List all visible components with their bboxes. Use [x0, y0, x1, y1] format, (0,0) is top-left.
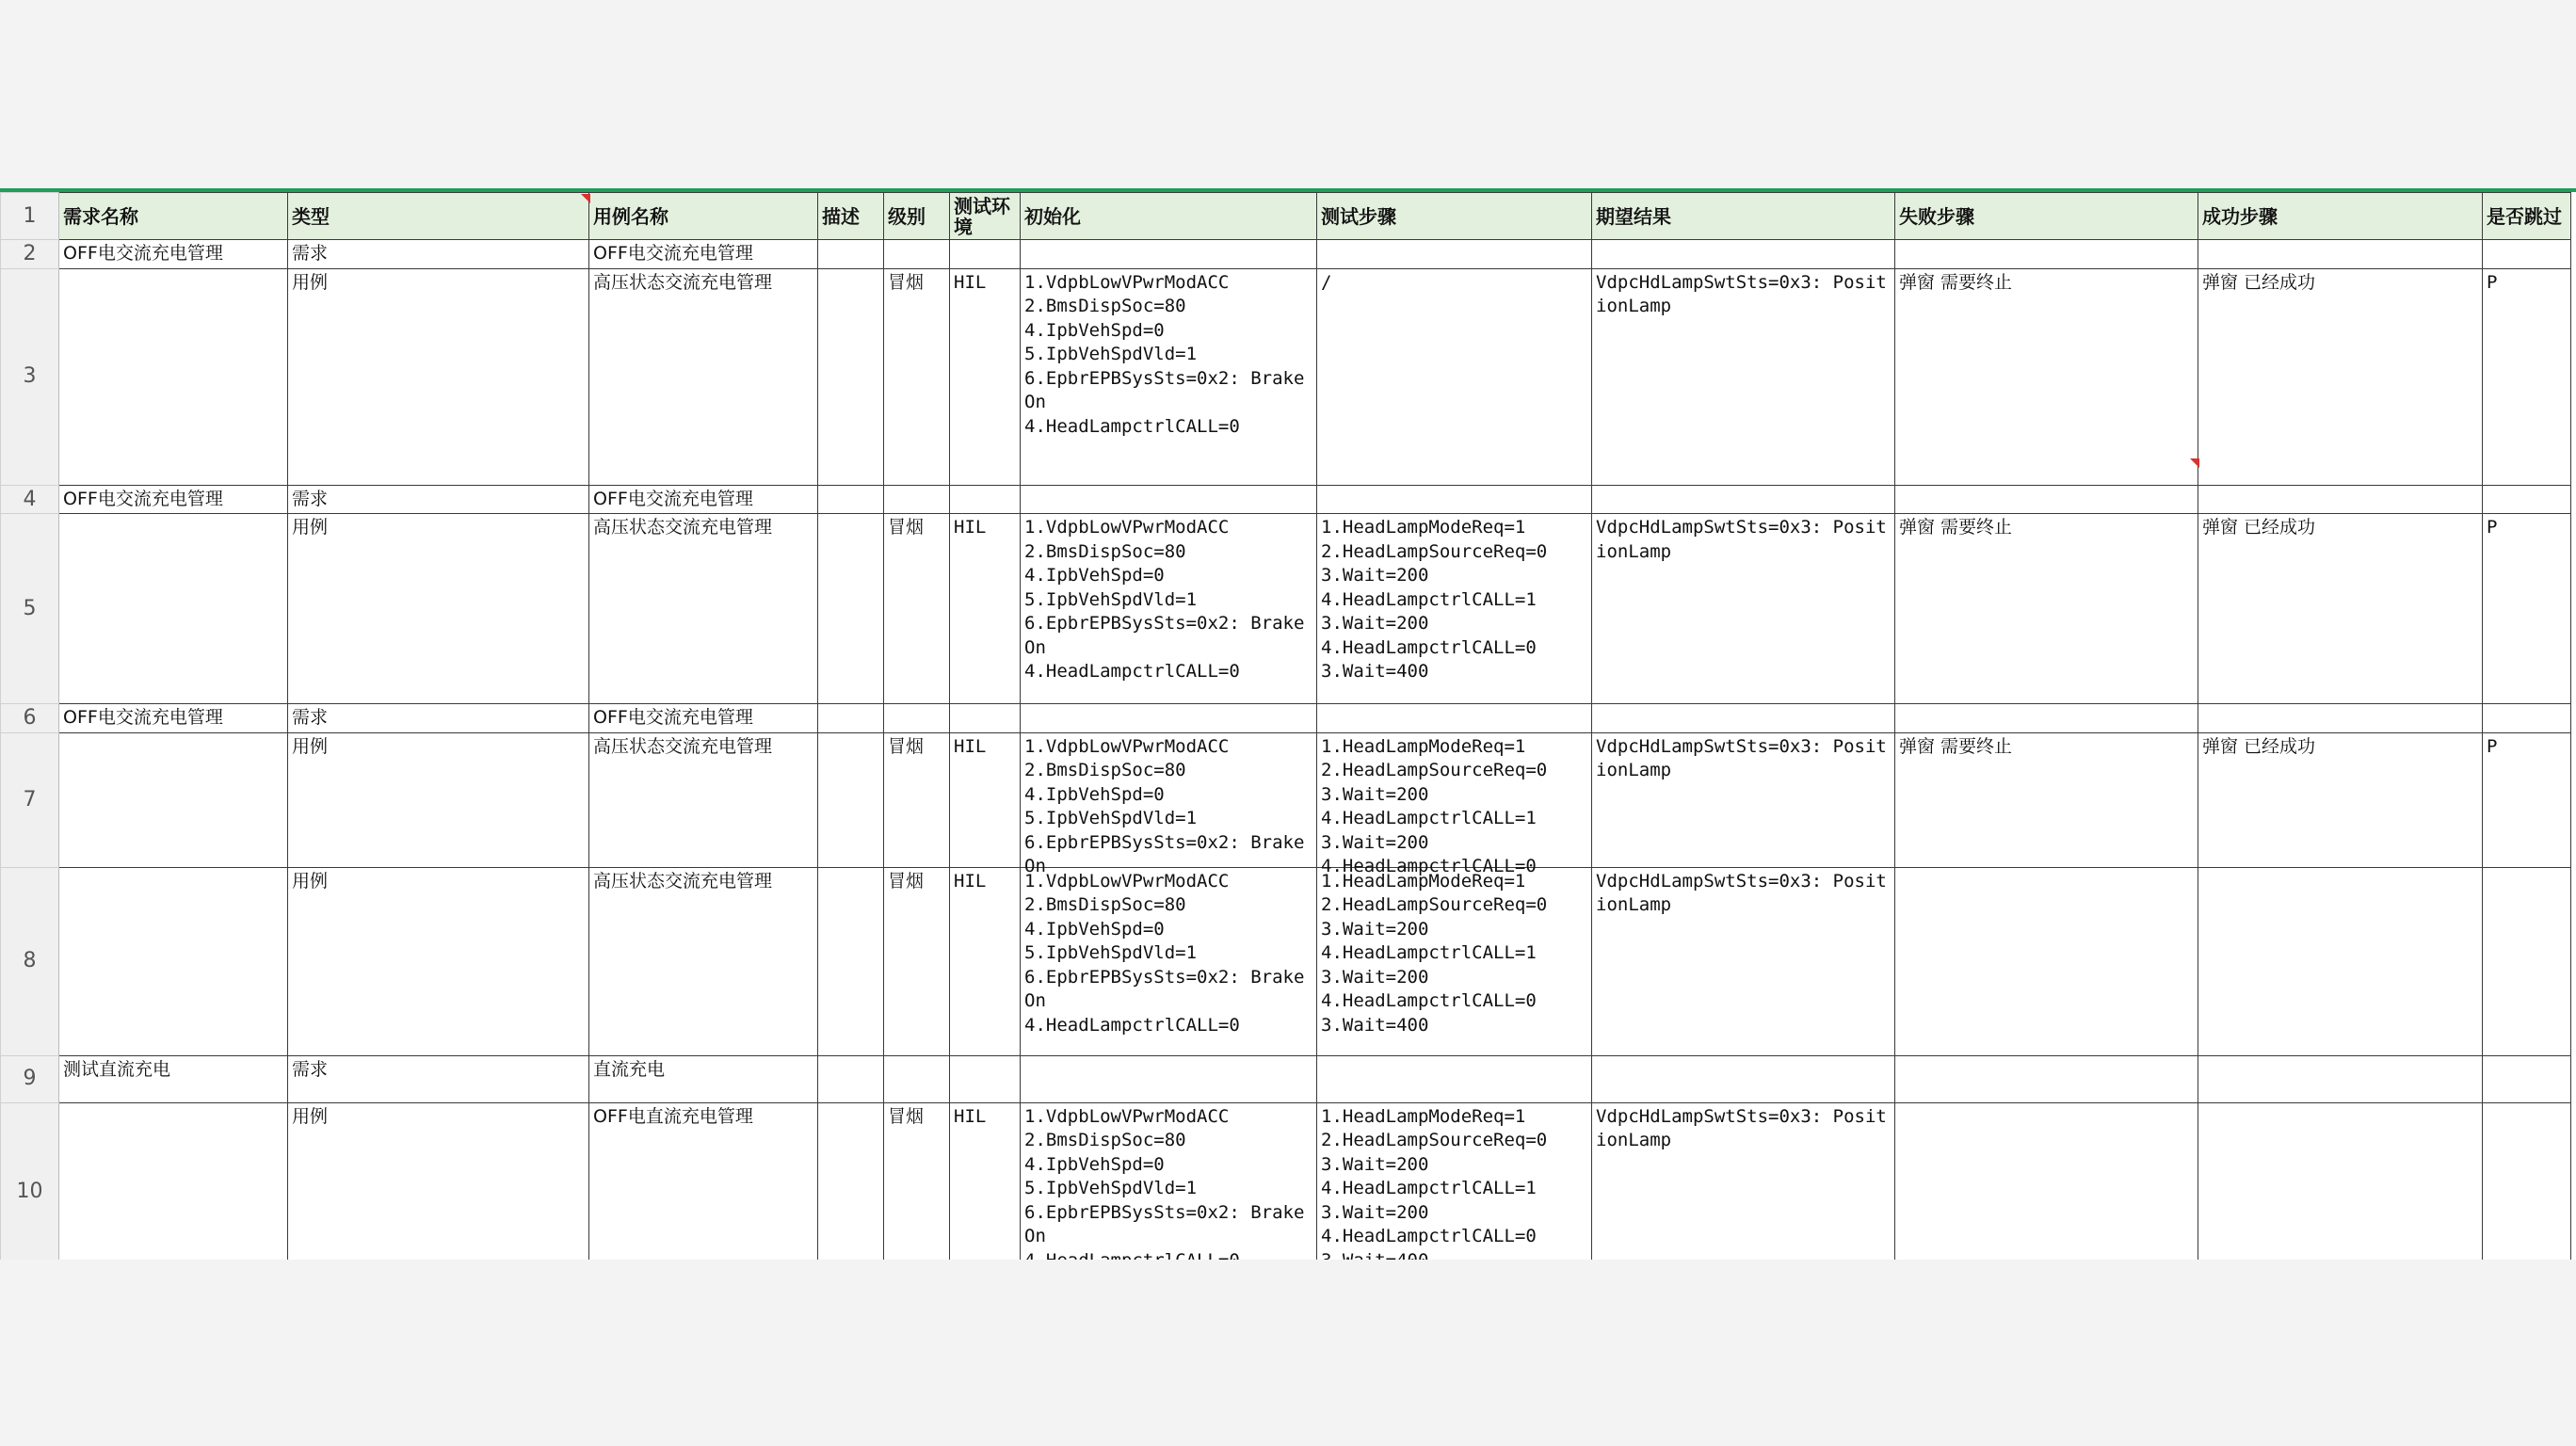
row-header[interactable]: 3 — [1, 268, 59, 485]
cell-text: HIL — [954, 1105, 987, 1127]
table-row — [1, 1102, 2571, 1280]
cell-steps[interactable] — [1317, 732, 1592, 876]
table-row — [1, 704, 2571, 733]
cell-text: OFF电交流充电管理 — [593, 243, 753, 264]
column-header[interactable]: 需求名称 — [59, 193, 288, 240]
column-header[interactable]: 用例名称 — [589, 193, 818, 240]
cell-type[interactable] — [288, 485, 589, 514]
cell-skip[interactable] — [2483, 1102, 2571, 1280]
cell-success[interactable] — [2198, 704, 2483, 733]
cell-req[interactable] — [59, 704, 288, 733]
row-header[interactable]: 1 — [1, 193, 59, 240]
cell-text: OFF电交流充电管理 — [63, 488, 223, 509]
cell-env[interactable] — [950, 732, 1021, 867]
cell-desc[interactable] — [818, 1055, 884, 1102]
cell-text: 冒烟 — [888, 1105, 925, 1127]
cell-steps[interactable] — [1317, 240, 1592, 269]
cell-expect[interactable] — [1592, 732, 1895, 867]
data-table — [0, 192, 2571, 1309]
column-header[interactable]: 测试环境 — [950, 193, 1021, 240]
cell-init[interactable] — [1021, 732, 1317, 876]
cell-text: VdpcHdLampSwtSts=0x3: PositionLamp — [1596, 271, 1887, 316]
cell-skip[interactable] — [2483, 732, 2571, 867]
cell-text: 用例 — [292, 517, 329, 538]
row-header[interactable]: 8 — [1, 867, 59, 1055]
cell-text: 用例 — [292, 870, 329, 892]
cell-text: 1.HeadLampModeReq=1 2.HeadLampSourceReq=0 3.Wait=200 4.HeadLampctrlCALL=1 3.Wait=200 4.HeadLampctrlCALL=0 3.Wait=400 — [1321, 517, 1548, 682]
cell-text: HIL — [954, 517, 987, 538]
cell-type[interactable] — [288, 732, 589, 867]
cell-skip[interactable] — [2483, 1055, 2571, 1102]
cell-fail[interactable] — [1895, 240, 2198, 269]
status-area — [0, 1260, 2576, 1446]
cell-text: 1.VdpbLowVPwrModACC 2.BmsDispSoc=80 4.IpbVehSpd=0 5.IpbVehSpdVld=1 6.EpbrEPBSysSts=0x2: Brake On 4.HeadLampctrlCALL=0 — [1024, 517, 1305, 682]
cell-fail[interactable] — [1895, 485, 2198, 514]
column-header[interactable]: 类型 — [288, 193, 589, 240]
comment-indicator-icon[interactable] — [581, 194, 590, 203]
cell-fail[interactable] — [1895, 1102, 2198, 1280]
cell-desc[interactable] — [818, 485, 884, 514]
cell-level[interactable] — [884, 514, 950, 704]
cell-req[interactable] — [59, 1102, 288, 1280]
row-header[interactable]: 9 — [1, 1055, 59, 1102]
cell-skip[interactable] — [2483, 268, 2571, 485]
cell-case[interactable] — [589, 867, 818, 1055]
cell-fail[interactable] — [1895, 514, 2198, 704]
cell-type[interactable] — [288, 704, 589, 733]
cell-init[interactable] — [1021, 1055, 1317, 1102]
cell-desc[interactable] — [818, 704, 884, 733]
cell-text: P — [2487, 735, 2498, 757]
cell-text: 1.HeadLampModeReq=1 2.HeadLampSourceReq=0 3.Wait=200 4.HeadLampctrlCALL=1 3.Wait=200 4.HeadLampctrlCALL=0 — [1321, 735, 1548, 876]
cell-skip[interactable] — [2483, 704, 2571, 733]
cell-case[interactable] — [589, 485, 818, 514]
cell-text: 冒烟 — [888, 271, 925, 293]
cell-success[interactable] — [2198, 514, 2483, 704]
cell-text: 高压状态交流充电管理 — [593, 870, 773, 892]
cell-text: 1.VdpbLowVPwrModACC 2.BmsDispSoc=80 4.IpbVehSpd=0 5.IpbVehSpdVld=1 6.EpbrEPBSysSts=0x2: Brake On — [1024, 735, 1305, 876]
cell-skip[interactable] — [2483, 514, 2571, 704]
cell-text: 冒烟 — [888, 517, 925, 538]
cell-steps[interactable] — [1317, 867, 1592, 1055]
cell-desc[interactable] — [818, 514, 884, 704]
cell-text: / — [1321, 271, 1332, 293]
column-header[interactable]: 失败步骤 — [1895, 193, 2198, 240]
cell-fail[interactable] — [1895, 268, 2198, 485]
cell-expect[interactable] — [1592, 704, 1895, 733]
row-header[interactable]: 6 — [1, 704, 59, 733]
cell-fail[interactable] — [1895, 704, 2198, 733]
table-row — [1, 268, 2571, 485]
cell-text: 高压状态交流充电管理 — [593, 517, 773, 538]
cell-text: 弹窗 已经成功 — [2202, 517, 2316, 538]
cell-steps[interactable] — [1317, 485, 1592, 514]
cell-req[interactable] — [59, 732, 288, 867]
cell-skip[interactable] — [2483, 867, 2571, 1055]
cell-init[interactable] — [1021, 704, 1317, 733]
cell-fail[interactable] — [1895, 732, 2198, 867]
cell-case[interactable] — [589, 240, 818, 269]
cell-init[interactable] — [1021, 867, 1317, 1055]
cell-level[interactable] — [884, 732, 950, 867]
cell-text: OFF电交流充电管理 — [593, 707, 753, 728]
cell-case[interactable] — [589, 268, 818, 485]
cell-text: VdpcHdLampSwtSts=0x3: PositionLamp — [1596, 870, 1887, 915]
cell-req[interactable] — [59, 867, 288, 1055]
cell-init[interactable] — [1021, 485, 1317, 514]
cell-success[interactable] — [2198, 240, 2483, 269]
cell-text: 1.HeadLampModeReq=1 2.HeadLampSourceReq=0 3.Wait=200 4.HeadLampctrlCALL=1 3.Wait=200 4.HeadLampctrlCALL=0 3.Wait=400 — [1321, 870, 1548, 1036]
row-header[interactable]: 5 — [1, 514, 59, 704]
cell-env[interactable] — [950, 867, 1021, 1055]
cell-text: 需求 — [292, 243, 329, 264]
row-header[interactable]: 4 — [1, 485, 59, 514]
cell-text: 用例 — [292, 1105, 329, 1127]
cell-success[interactable] — [2198, 1102, 2483, 1280]
cell-text: 1.HeadLampModeReq=1 2.HeadLampSourceReq=0 3.Wait=200 4.HeadLampctrlCALL=1 3.Wait=200 4.HeadLampctrlCALL=0 — [1321, 1105, 1548, 1246]
cell-env[interactable] — [950, 240, 1021, 269]
cell-level[interactable] — [884, 704, 950, 733]
cell-env[interactable] — [950, 704, 1021, 733]
cell-text: 需求 — [292, 488, 329, 509]
cell-text: 1.VdpbLowVPwrModACC 2.BmsDispSoc=80 4.IpbVehSpd=0 5.IpbVehSpdVld=1 6.EpbrEPBSysSts=0x2: Brake On 4.HeadLampctrlCALL=0 — [1024, 870, 1305, 1036]
cell-text: 冒烟 — [888, 870, 925, 892]
cell-text: 弹窗 需要终止 — [1899, 271, 2013, 293]
cell-level[interactable] — [884, 867, 950, 1055]
cell-desc[interactable] — [818, 240, 884, 269]
table-row — [1, 1055, 2571, 1102]
cell-req[interactable] — [59, 514, 288, 704]
cell-case[interactable] — [589, 732, 818, 867]
cell-text: OFF电交流充电管理 — [63, 243, 223, 264]
cell-success[interactable] — [2198, 1055, 2483, 1102]
cell-text: 用例 — [292, 735, 329, 757]
column-header[interactable]: 测试步骤 — [1317, 193, 1592, 240]
cell-text: 高压状态交流充电管理 — [593, 735, 773, 757]
cell-req[interactable] — [59, 268, 288, 485]
cell-case[interactable] — [589, 704, 818, 733]
column-header[interactable]: 级别 — [884, 193, 950, 240]
cell-text: HIL — [954, 735, 987, 757]
cell-text: 1.VdpbLowVPwrModACC 2.BmsDispSoc=80 4.IpbVehSpd=0 5.IpbVehSpdVld=1 6.EpbrEPBSysSts=0x2: Brake On — [1024, 1105, 1305, 1246]
cell-text: 弹窗 需要终止 — [1899, 517, 2013, 538]
cell-env[interactable] — [950, 485, 1021, 514]
cell-level[interactable] — [884, 240, 950, 269]
cell-text: 直流充电 — [593, 1058, 666, 1080]
cell-text: 用例 — [292, 271, 329, 293]
table-row — [1, 240, 2571, 269]
cell-expect[interactable] — [1592, 240, 1895, 269]
cell-case[interactable] — [589, 1055, 818, 1102]
cell-text: 弹窗 已经成功 — [2202, 735, 2316, 757]
cell-fail[interactable] — [1895, 867, 2198, 1055]
cell-type[interactable] — [288, 240, 589, 269]
cell-text: VdpcHdLampSwtSts=0x3: PositionLamp — [1596, 517, 1887, 562]
cell-desc[interactable] — [818, 867, 884, 1055]
cell-steps[interactable] — [1317, 514, 1592, 704]
row-header[interactable]: 10 — [1, 1102, 59, 1280]
cell-expect[interactable] — [1592, 268, 1895, 485]
cell-init[interactable] — [1021, 268, 1317, 485]
table-row — [1, 485, 2571, 514]
cell-env[interactable] — [950, 514, 1021, 704]
cell-text: OFF电交流充电管理 — [63, 707, 223, 728]
cell-skip[interactable] — [2483, 485, 2571, 514]
cell-text: OFF电交流充电管理 — [593, 488, 753, 509]
cell-desc[interactable] — [818, 732, 884, 867]
cell-type[interactable] — [288, 1055, 589, 1102]
cell-type[interactable] — [288, 268, 589, 485]
column-header[interactable]: 是否跳过 — [2483, 193, 2571, 240]
cell-success[interactable] — [2198, 268, 2483, 485]
table-row — [1, 732, 2571, 867]
cell-level[interactable] — [884, 1055, 950, 1102]
row-header[interactable]: 7 — [1, 732, 59, 867]
cell-text: VdpcHdLampSwtSts=0x3: PositionLamp — [1596, 1105, 1887, 1150]
cell-text: P — [2487, 271, 2498, 293]
cell-text: 弹窗 已经成功 — [2202, 271, 2316, 293]
cell-req[interactable] — [59, 485, 288, 514]
cell-req[interactable] — [59, 240, 288, 269]
table-row — [1, 867, 2571, 1055]
cell-text: 1.VdpbLowVPwrModACC 2.BmsDispSoc=80 4.IpbVehSpd=0 5.IpbVehSpdVld=1 6.EpbrEPBSysSts=0x2: Brake On 4.HeadLampctrlCALL=0 — [1024, 271, 1305, 437]
cell-text: 弹窗 需要终止 — [1899, 735, 2013, 757]
cell-desc[interactable] — [818, 1102, 884, 1280]
cell-type[interactable] — [288, 1102, 589, 1280]
cell-text: VdpcHdLampSwtSts=0x3: PositionLamp — [1596, 735, 1887, 780]
column-header[interactable]: 期望结果 — [1592, 193, 1895, 240]
cell-expect[interactable] — [1592, 485, 1895, 514]
cell-init[interactable] — [1021, 1102, 1317, 1280]
cell-level[interactable] — [884, 268, 950, 485]
cell-case[interactable] — [589, 514, 818, 704]
cell-success[interactable] — [2198, 732, 2483, 867]
cell-text: 测试直流充电 — [63, 1058, 171, 1080]
column-header[interactable]: 描述 — [818, 193, 884, 240]
cell-init[interactable] — [1021, 514, 1317, 704]
cell-text: 需求 — [292, 1058, 329, 1080]
cell-env[interactable] — [950, 1055, 1021, 1102]
cell-req[interactable] — [59, 1055, 288, 1102]
cell-init[interactable] — [1021, 240, 1317, 269]
cell-text: HIL — [954, 271, 987, 293]
column-header[interactable]: 成功步骤 — [2198, 193, 2483, 240]
cell-steps[interactable] — [1317, 268, 1592, 485]
cell-env[interactable] — [950, 268, 1021, 485]
cell-fail[interactable] — [1895, 1055, 2198, 1102]
cell-text: 需求 — [292, 707, 329, 728]
cell-case[interactable] — [589, 1102, 818, 1280]
cell-type[interactable] — [288, 867, 589, 1055]
comment-indicator-icon[interactable] — [2190, 458, 2199, 468]
cell-text: 冒烟 — [888, 735, 925, 757]
cell-text: HIL — [954, 870, 987, 892]
table-row — [1, 514, 2571, 704]
column-header[interactable]: 初始化 — [1021, 193, 1317, 240]
cell-success[interactable] — [2198, 867, 2483, 1055]
cell-success[interactable] — [2198, 485, 2483, 514]
cell-text: P — [2487, 517, 2498, 538]
cell-level[interactable] — [884, 1102, 950, 1280]
cell-env[interactable] — [950, 1102, 1021, 1280]
spreadsheet-grid — [0, 188, 2576, 1263]
cell-desc[interactable] — [818, 268, 884, 485]
cell-expect[interactable] — [1592, 867, 1895, 1055]
cell-expect[interactable] — [1592, 1102, 1895, 1280]
cell-expect[interactable] — [1592, 514, 1895, 704]
cell-expect[interactable] — [1592, 1055, 1895, 1102]
cell-type[interactable] — [288, 514, 589, 704]
header-row — [1, 193, 2571, 240]
row-header[interactable]: 2 — [1, 240, 59, 269]
cell-steps[interactable] — [1317, 1102, 1592, 1280]
cell-skip[interactable] — [2483, 240, 2571, 269]
cell-text: OFF电直流充电管理 — [593, 1105, 753, 1127]
cell-text: 高压状态交流充电管理 — [593, 271, 773, 293]
cell-level[interactable] — [884, 485, 950, 514]
cell-steps[interactable] — [1317, 704, 1592, 733]
cell-steps[interactable] — [1317, 1055, 1592, 1102]
